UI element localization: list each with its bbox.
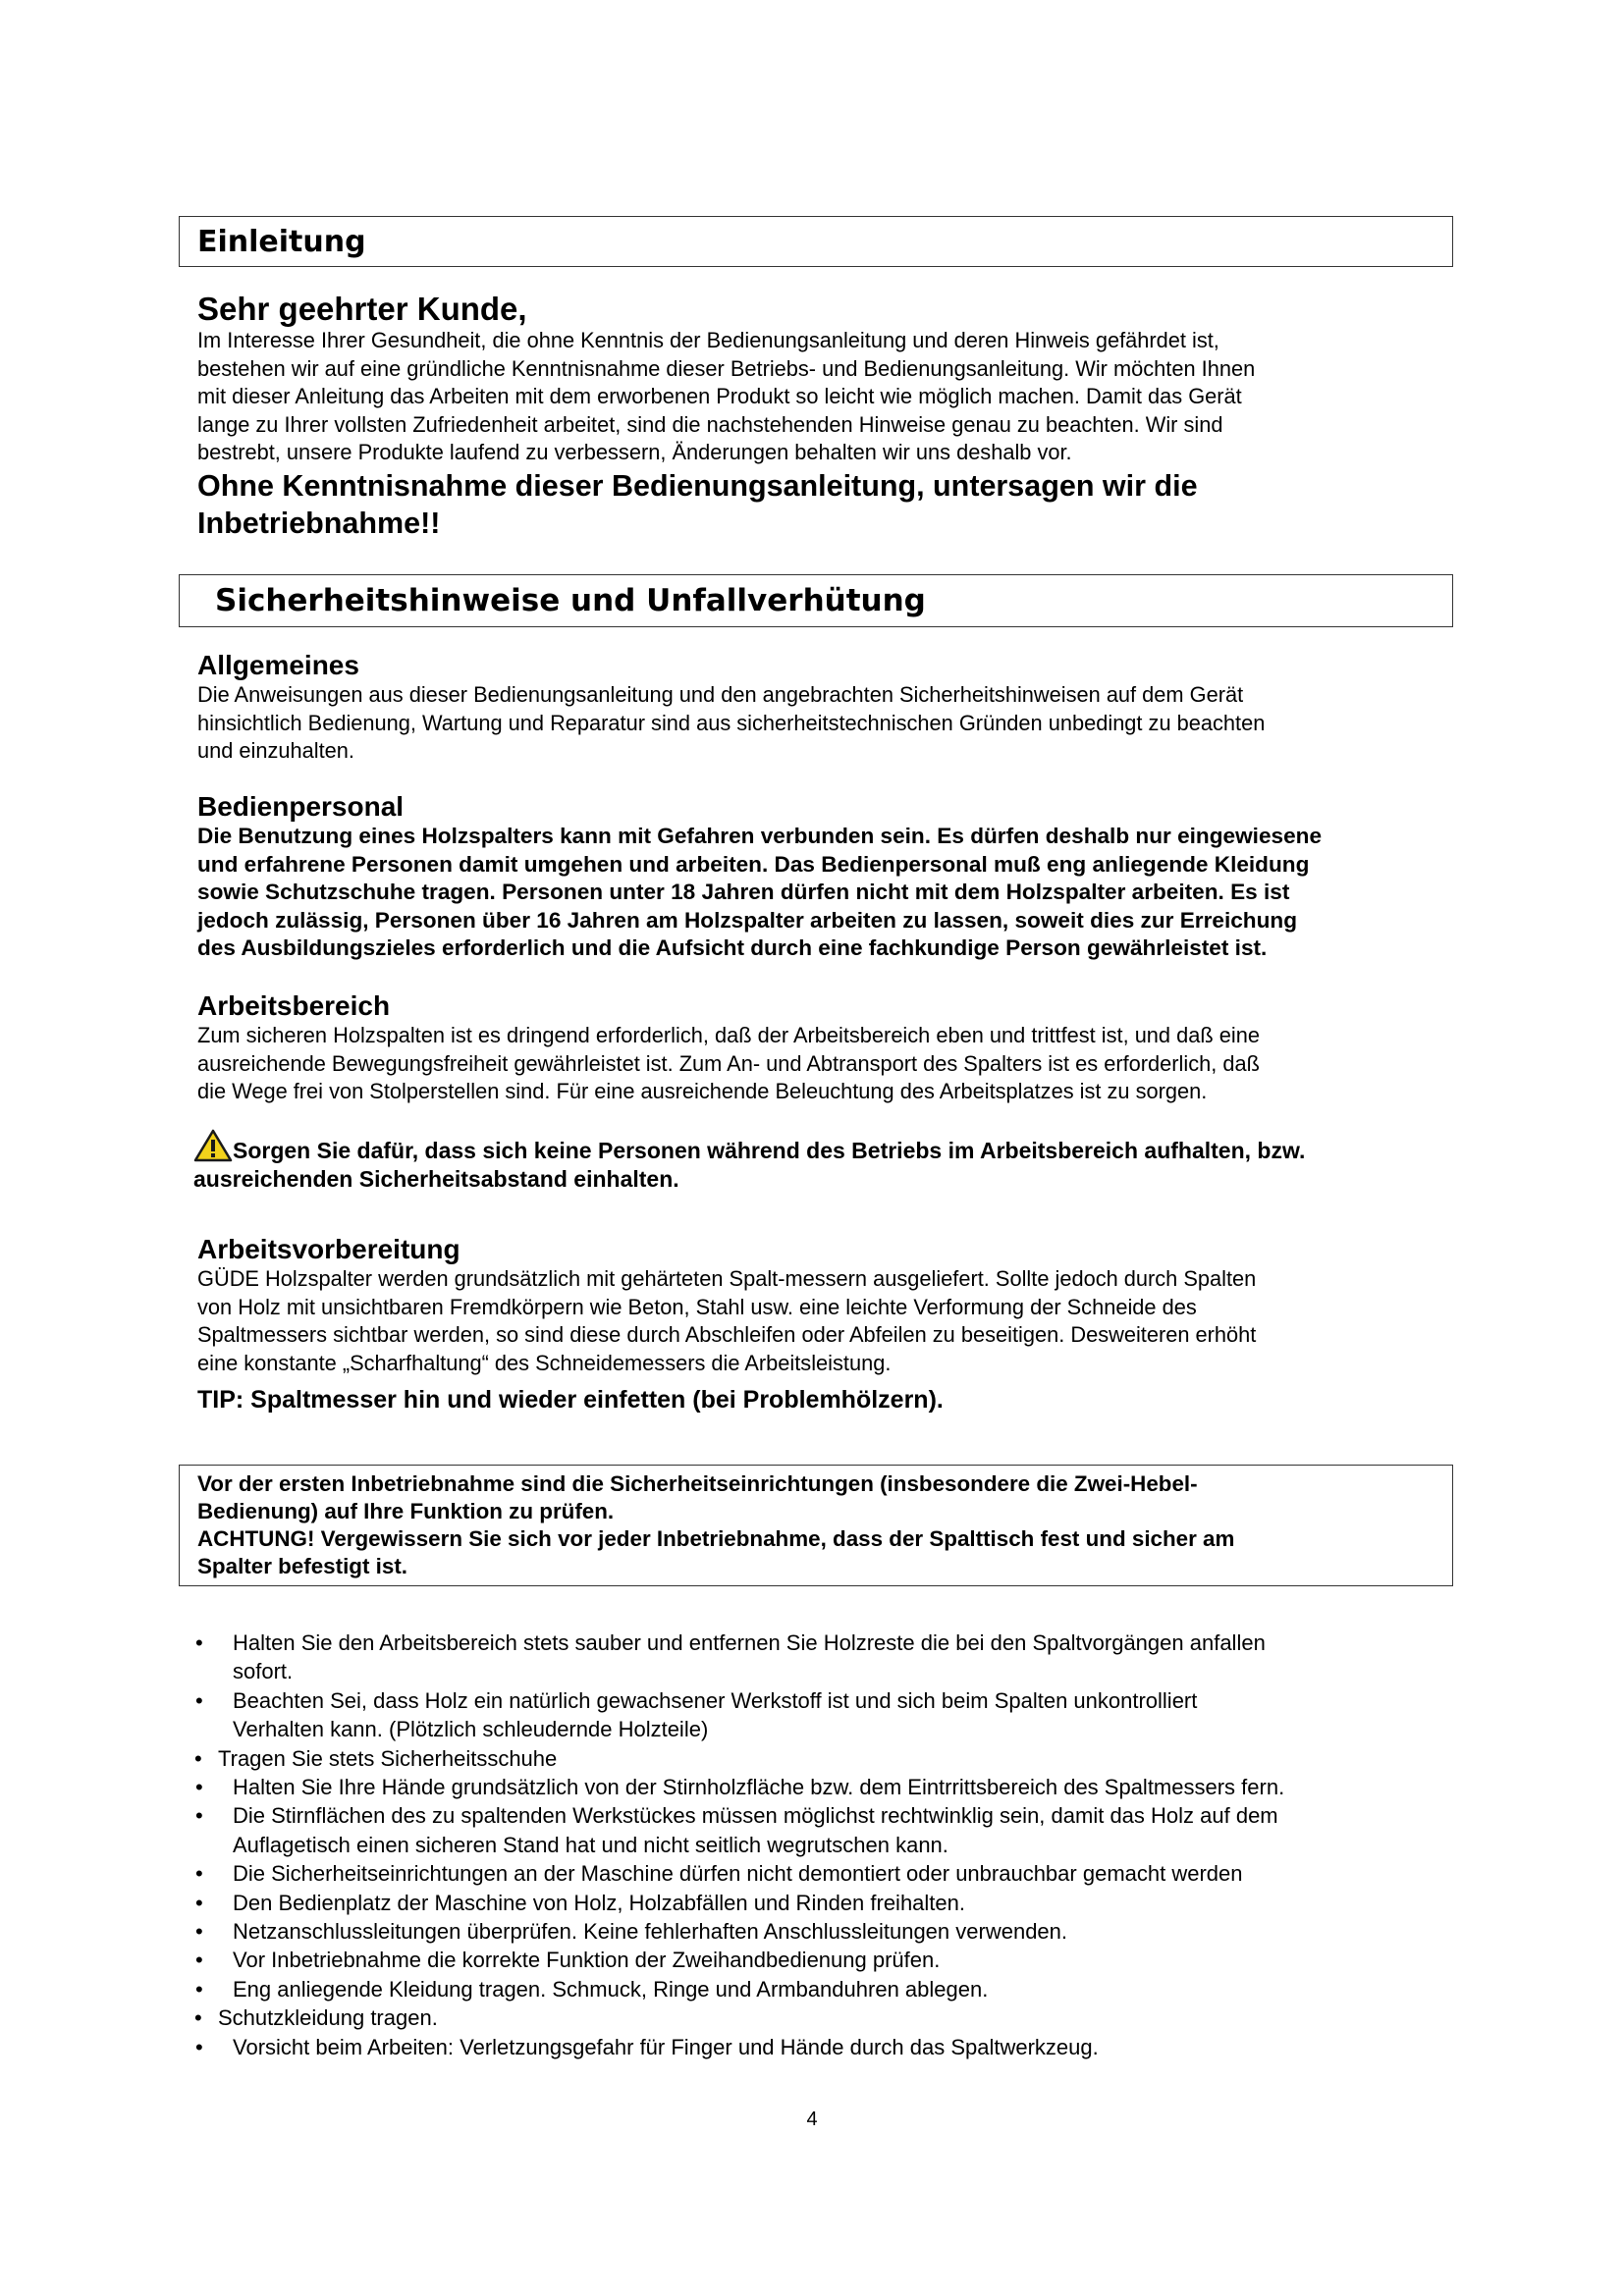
intro-line: Im Interesse Ihrer Gesundheit, die ohne Kenntnis der Bedienungsanleitung und deren Hinweis gefährdet ist, bbox=[197, 328, 1219, 352]
list-item: • Eng anliegende Kleidung tragen. Schmuck, Ringe und Armbanduhren ablegen. bbox=[182, 1975, 1458, 2003]
intro-line: bestrebt, unsere Produkte laufend zu verbessern, Änderungen behalten wir uns deshalb vor. bbox=[197, 440, 1072, 465]
paragraph-line: eine konstante „Scharfhaltung“ des Schneidemessers die Arbeitsleistung. bbox=[197, 1350, 892, 1375]
bullet-icon: • bbox=[195, 1890, 203, 1915]
bullet-icon: • bbox=[195, 1919, 203, 1945]
allgemeines-block bbox=[197, 650, 1449, 766]
section-title-sicherheitshinweise: Sicherheitshinweise und Unfallverhütung bbox=[179, 574, 1453, 627]
paragraph-line: sowie Schutzschuhe tragen. Personen unter 18 Jahren dürfen nicht mit dem Holzspalter arbeiten. Es ist bbox=[197, 880, 1290, 905]
list-item: • Beachten Sei, dass Holz ein natürlich gewachsener Werkstoff ist und sich beim Spalten unkontrolliert Verhalten kann. (Plötzlich schleudernde Holzteile) bbox=[195, 1687, 1198, 1742]
notice-line: Bedienung) auf Ihre Funktion zu prüfen. bbox=[197, 1499, 615, 1523]
warning-line: Ohne Kenntnisnahme dieser Bedienungsanleitung, untersagen wir die bbox=[197, 468, 1198, 503]
paragraph-line: Zum sicheren Holzspalten ist es dringend erforderlich, daß der Arbeitsbereich eben und trittfest ist, und daß eine bbox=[197, 1023, 1260, 1047]
list-item: • Die Stirnflächen des zu spaltenden Werkstückes müssen möglichst rechtwinklig sein, damit das Holz auf dem Auflagetisch einen sicheren Stand hat und nicht seitlich wegrutschen kann. bbox=[195, 1803, 1278, 1857]
paragraph-line: GÜDE Holzspalter werden grundsätzlich mit gehärteten Spalt-messern ausgeliefert. Sollte jedoch durch Spalten bbox=[197, 1266, 1257, 1291]
list-item: • Vor Inbetriebnahme die korrekte Funktion der Zweihandbedienung prüfen. bbox=[182, 1946, 1458, 1974]
notice-line: Vor der ersten Inbetriebnahme sind die Sicherheitseinrichtungen (insbesondere die Zwei-Hebel- bbox=[197, 1471, 1198, 1496]
paragraph-line: hinsichtlich Bedienung, Wartung und Reparatur sind aus sicherheitstechnischen Gründen unbedingt zu beachten bbox=[197, 710, 1266, 735]
hazard-note bbox=[193, 1129, 1450, 1194]
bedienpersonal-block bbox=[197, 791, 1449, 963]
warning-line: Inbetriebnahme!! bbox=[197, 506, 441, 540]
list-item: • Halten Sie Ihre Hände grundsätzlich von der Stirnholzfläche bzw. dem Eintrrittsbereich des Spaltmessers fern. bbox=[182, 1773, 1458, 1801]
list-item: • Vorsicht beim Arbeiten: Verletzungsgefahr für Finger und Hände durch das Spaltwerkzeug. bbox=[182, 2033, 1458, 2061]
section-title-einleitung: Einleitung bbox=[179, 216, 1453, 267]
paragraph-line: die Wege frei von Stolperstellen sind. Für eine ausreichende Beleuchtung des Arbeitsplatzes ist zu sorgen. bbox=[197, 1079, 1208, 1104]
notice-line: Spalter befestigt ist. bbox=[197, 1554, 408, 1578]
heading-allgemeines: Allgemeines bbox=[197, 650, 359, 680]
bullet-icon: • bbox=[195, 1687, 203, 1713]
heading-bedienpersonal: Bedienpersonal bbox=[197, 791, 405, 822]
bullet-icon: • bbox=[194, 1745, 202, 1771]
paragraph-line: von Holz mit unsichtbaren Fremdkörpern wie Beton, Stahl usw. eine leichte Verformung der Schneide des bbox=[197, 1294, 1197, 1319]
list-item: • Netzanschlussleitungen überprüfen. Keine fehlerhaften Anschlussleitungen verwenden. bbox=[182, 1917, 1458, 1946]
bullet-icon: • bbox=[195, 1630, 203, 1655]
hazard-line: Sorgen Sie dafür, dass sich keine Personen während des Betriebs im Arbeitsbereich aufhalten, bzw. bbox=[233, 1138, 1306, 1163]
hazard-line: ausreichenden Sicherheitsabstand einhalten. bbox=[193, 1166, 679, 1192]
notice-box bbox=[179, 1465, 1453, 1586]
list-item: • Schutzkleidung tragen. bbox=[182, 2003, 1458, 2032]
list-item: • Den Bedienplatz der Maschine von Holz, Holzabfällen und Rinden freihalten. bbox=[182, 1889, 1458, 1917]
arbeitsvorbereitung-block bbox=[197, 1234, 1449, 1415]
intro-line: lange zu Ihrer vollsten Zufriedenheit arbeitet, sind die nachstehenden Hinweise genau zu beachten. Wir sind bbox=[197, 411, 1223, 437]
bullet-icon: • bbox=[195, 2034, 203, 2059]
paragraph-line: jedoch zulässig, Personen über 16 Jahren am Holzspalter arbeiten zu lassen, soweit dies zur Erreichung bbox=[197, 907, 1297, 933]
intro-line: bestehen wir auf eine gründliche Kenntnisnahme dieser Betriebs- und Bedienungsanleitung. Wir möchten Ihnen bbox=[197, 355, 1256, 381]
intro-line: mit dieser Anleitung das Arbeiten mit dem erworbenen Produkt so leicht wie möglich machen. Damit das Gerät bbox=[197, 384, 1242, 409]
paragraph-line: des Ausbildungszieles erforderlich und die Aufsicht durch eine fachkundige Person gewährleistet ist. bbox=[197, 935, 1268, 961]
list-item: • Die Sicherheitseinrichtungen an der Maschine dürfen nicht demontiert oder unbrauchbar gemacht werden bbox=[182, 1859, 1458, 1888]
bullet-icon: • bbox=[195, 1976, 203, 2002]
tip-line: TIP: Spaltmesser hin und wieder einfetten (bei Problemhölzern). bbox=[197, 1386, 944, 1415]
notice-line: ACHTUNG! Vergewissern Sie sich vor jeder Inbetriebnahme, dass der Spalttisch fest und sicher am bbox=[197, 1526, 1235, 1551]
paragraph-line: Die Anweisungen aus dieser Bedienungsanleitung und den angebrachten Sicherheitshinweisen auf dem Gerät bbox=[197, 682, 1244, 707]
paragraph-line: und erfahrene Personen damit umgehen und arbeiten. Das Bedienpersonal muß eng anliegende Kleidung bbox=[197, 851, 1310, 877]
heading-arbeitsvorbereitung: Arbeitsvorbereitung bbox=[197, 1234, 460, 1264]
warning-triangle-icon bbox=[193, 1129, 233, 1162]
bullet-icon: • bbox=[195, 1861, 203, 1887]
paragraph-line: ausreichende Bewegungsfreiheit gewährleistet ist. Zum An- und Abtransport des Spalters ist es erforderlich, daß bbox=[197, 1050, 1260, 1076]
intro-block bbox=[197, 291, 1449, 542]
page-number: 4 bbox=[806, 2109, 818, 2130]
safety-bullet-list bbox=[182, 1629, 1458, 2061]
heading-arbeitsbereich: Arbeitsbereich bbox=[197, 990, 391, 1021]
bullet-icon: • bbox=[195, 1803, 203, 1829]
arbeitsbereich-block bbox=[197, 990, 1449, 1106]
paragraph-line: Die Benutzung eines Holzspalters kann mit Gefahren verbunden sein. Es dürfen deshalb nur eingewiesene bbox=[197, 824, 1323, 848]
list-item: • Halten Sie den Arbeitsbereich stets sauber und entfernen Sie Holzreste die bei den Spaltvorgängen anfallen sofort. bbox=[195, 1630, 1266, 1684]
bullet-icon: • bbox=[194, 2005, 202, 2031]
bullet-icon: • bbox=[195, 1775, 203, 1800]
bullet-icon: • bbox=[195, 1948, 203, 1973]
paragraph-line: Spaltmessers sichtbar werden, so sind diese durch Abschleifen oder Abfeilen zu beseitigen. Desweiteren erhöht bbox=[197, 1322, 1257, 1348]
greeting: Sehr geehrter Kunde, bbox=[197, 291, 527, 327]
paragraph-line: und einzuhalten. bbox=[197, 738, 354, 764]
list-item: • Tragen Sie stets Sicherheitsschuhe bbox=[182, 1744, 1458, 1773]
